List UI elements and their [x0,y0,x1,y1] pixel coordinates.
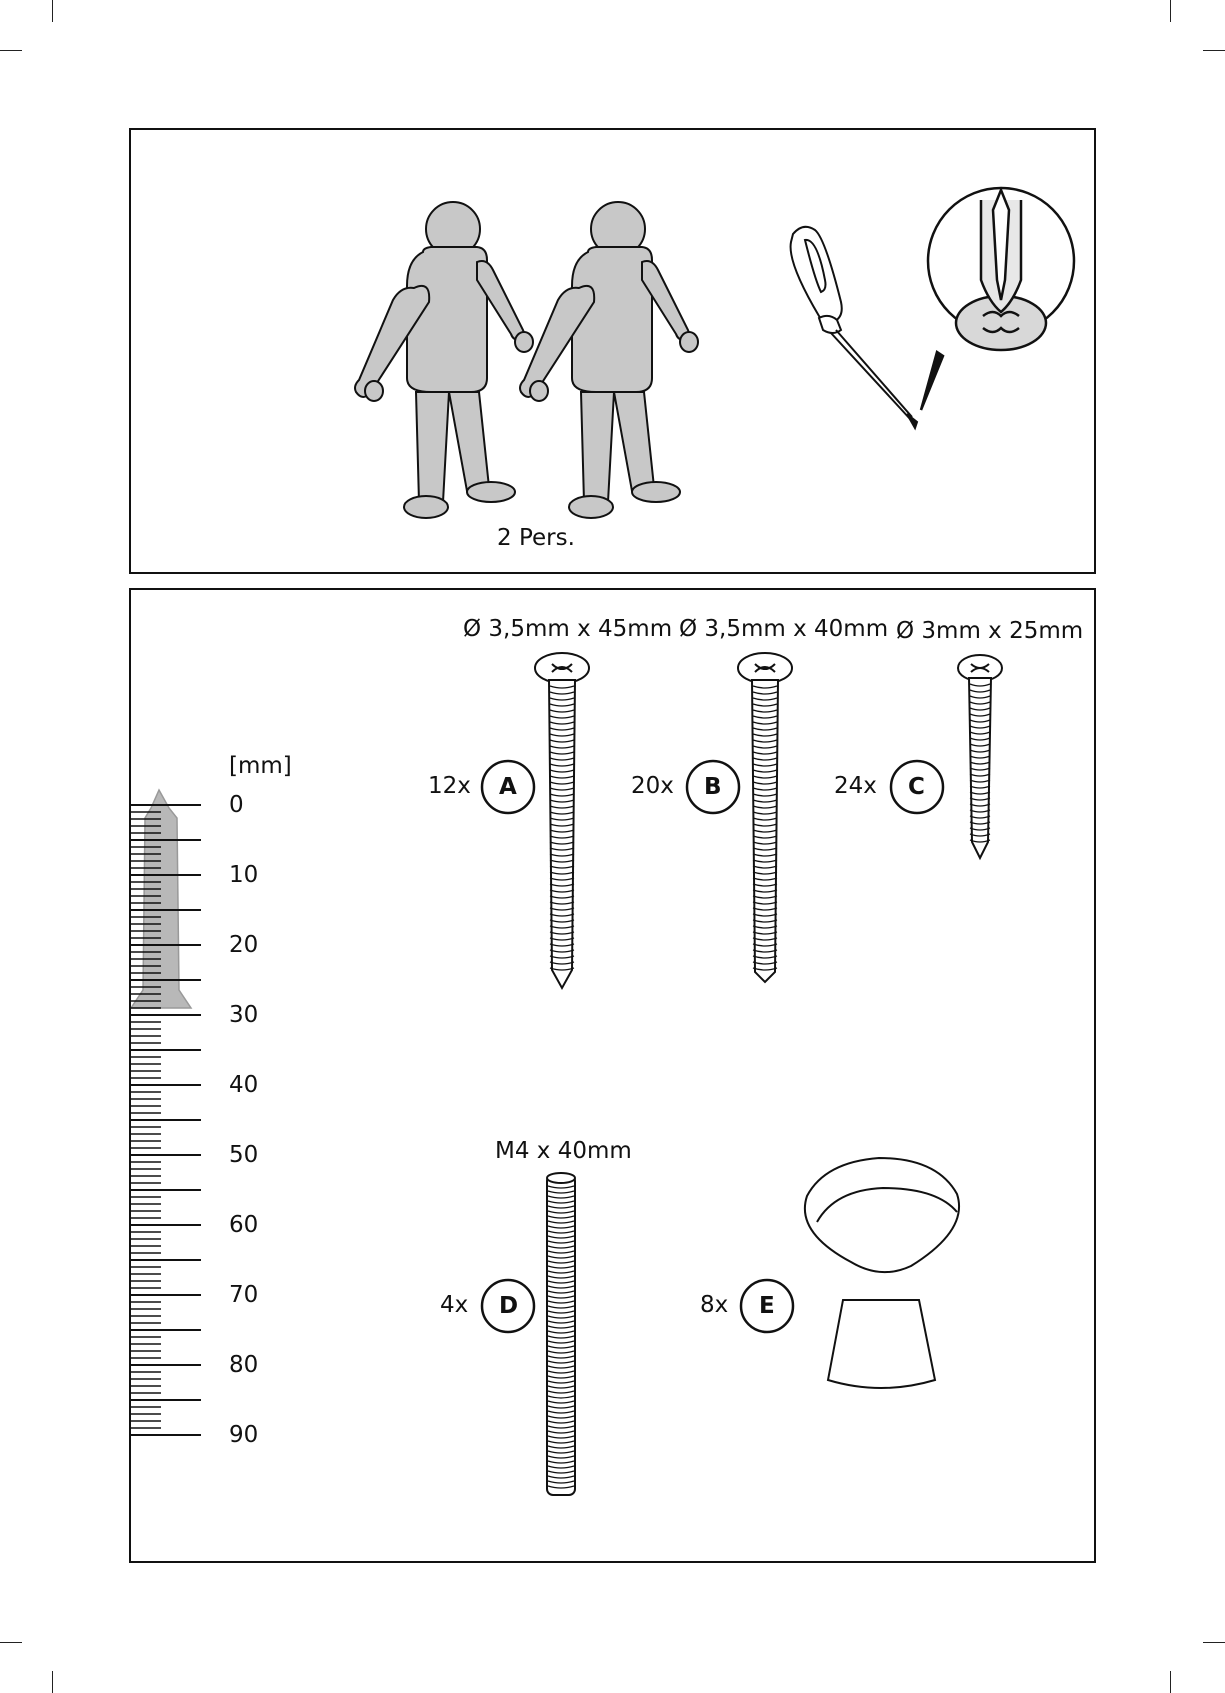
ruler-tick-label: 50 [229,1142,259,1168]
ruler-tick-label: 40 [229,1072,259,1098]
part-b-spec: Ø 3,5mm x 40mm [679,616,889,642]
crop-mark [1203,1642,1225,1643]
part-e-qty: 8x [700,1292,729,1318]
phillips-bit-zoom-icon [921,188,1074,410]
knob-e-icon [805,1158,959,1388]
screw-b-icon [738,653,792,982]
persons-label: 2 Pers. [497,525,575,551]
ruler-tick-label: 90 [229,1422,259,1448]
ruler [131,790,201,1435]
ruler-tick-label: 70 [229,1282,259,1308]
ruler-tick-label: 10 [229,862,259,888]
person-icon [355,202,533,518]
tools-panel [129,128,1096,574]
part-c-qty: 24x [834,773,877,799]
part-e-letter: E [759,1293,775,1319]
ruler-tick-label: 20 [229,932,259,958]
part-a-qty: 12x [428,773,471,799]
crop-mark [1170,0,1171,22]
crop-mark [52,0,53,22]
part-d-letter: D [499,1293,519,1319]
ruler-tick-label: 30 [229,1002,259,1028]
part-a-letter: A [499,774,517,800]
crop-mark [0,1642,22,1643]
part-b-letter: B [704,774,722,800]
part-c-letter: C [908,774,925,800]
ruler-tick-label: 60 [229,1212,259,1238]
crop-mark [0,50,22,51]
screw-silhouette-icon [131,790,191,1008]
screw-a-icon [535,653,589,988]
crop-mark [52,1671,53,1693]
screw-c-icon [958,655,1002,858]
tools-illustration [131,130,1098,576]
part-b-qty: 20x [631,773,674,799]
parts-illustration [131,590,1098,1565]
ruler-tick-label: 0 [229,792,244,818]
crop-mark [1170,1671,1171,1693]
ruler-unit-label: [mm] [229,753,292,779]
crop-mark [1203,50,1225,51]
ruler-tick-label: 80 [229,1352,259,1378]
parts-panel [129,588,1096,1563]
person-icon [520,202,698,518]
part-d-qty: 4x [440,1292,469,1318]
part-c-spec: Ø 3mm x 25mm [896,618,1084,644]
threaded-rod-d-icon [547,1173,575,1495]
part-d-spec: M4 x 40mm [495,1138,632,1164]
screwdriver-icon [791,227,917,428]
part-a-spec: Ø 3,5mm x 45mm [463,616,673,642]
